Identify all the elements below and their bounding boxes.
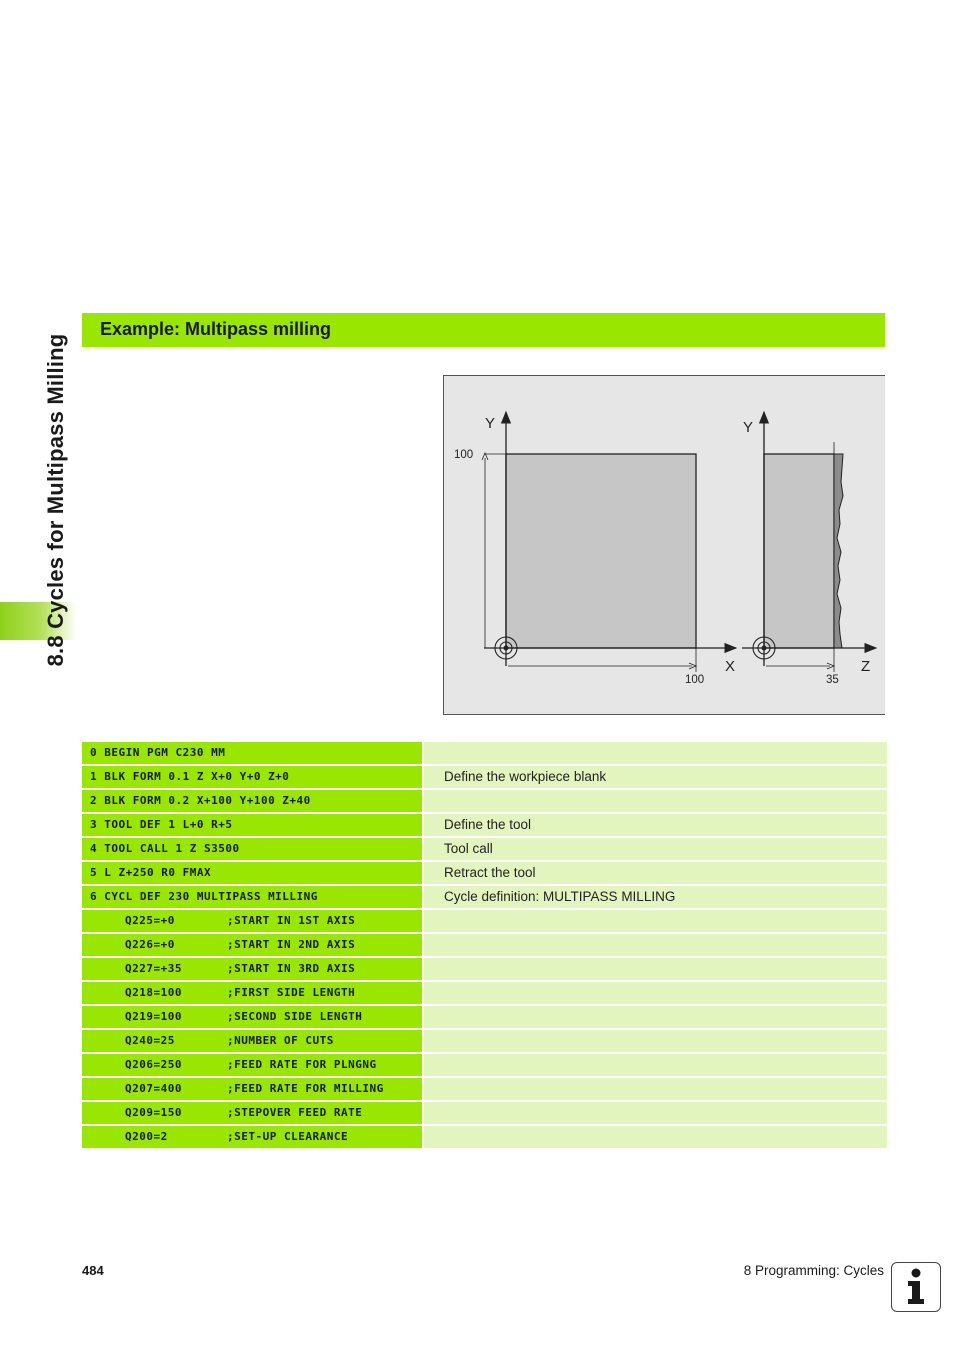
param-comment: ;START IN 2ND AXIS <box>227 938 356 951</box>
description-cell <box>424 790 887 812</box>
table-row <box>82 910 887 932</box>
y-axis-label-left: Y <box>485 415 496 432</box>
section-title: Example: Multipass milling <box>100 319 332 339</box>
nc-program-table <box>82 742 887 1150</box>
table-row <box>82 1126 887 1148</box>
table-row <box>82 886 887 908</box>
table-row <box>82 958 887 980</box>
table-row <box>82 742 887 764</box>
description-cell <box>424 958 887 980</box>
description-cell <box>424 934 887 956</box>
workpiece-xy-face <box>506 454 696 648</box>
z-dimension-right: 35 <box>826 674 839 686</box>
table-row <box>82 790 887 812</box>
chapter-footer: 8 Programming: Cycles <box>743 1263 884 1278</box>
param-name: Q226=+0 <box>125 938 175 951</box>
description-cell <box>424 982 887 1004</box>
param-name: Q206=250 <box>125 1058 182 1071</box>
nc-param-cell <box>82 958 422 980</box>
nc-param-cell <box>82 1054 422 1076</box>
nc-code-cell: 6 CYCL DEF 230 MULTIPASS MILLING <box>82 886 422 908</box>
chapter-side-title: 8.8 Cycles for Multipass Milling <box>43 333 68 667</box>
description-cell <box>424 1006 887 1028</box>
table-row <box>82 1006 887 1028</box>
table-row <box>82 766 887 788</box>
param-comment: ;START IN 3RD AXIS <box>227 962 356 975</box>
nc-code-cell: 0 BEGIN PGM C230 MM <box>82 742 422 764</box>
param-comment: ;STEPOVER FEED RATE <box>227 1106 363 1119</box>
page-number: 484 <box>82 1263 104 1278</box>
section-header <box>82 313 885 347</box>
param-comment: ;FIRST SIDE LENGTH <box>227 986 356 999</box>
param-name: Q209=150 <box>125 1106 182 1119</box>
param-name: Q219=100 <box>125 1010 182 1023</box>
nc-code-cell: 4 TOOL CALL 1 Z S3500 <box>82 838 422 860</box>
param-comment: ;FEED RATE FOR MILLING <box>227 1082 384 1095</box>
y-dimension-left: 100 <box>454 449 474 461</box>
param-name: Q227=+35 <box>125 962 182 975</box>
description-cell <box>424 1078 887 1100</box>
param-name: Q218=100 <box>125 986 182 999</box>
description-cell <box>424 1126 887 1148</box>
table-row <box>82 1030 887 1052</box>
table-row <box>82 862 887 884</box>
description-cell <box>424 1054 887 1076</box>
nc-code-cell: 5 L Z+250 R0 FMAX <box>82 862 422 884</box>
param-comment: ;SECOND SIDE LENGTH <box>227 1010 363 1023</box>
description-cell: Cycle definition: MULTIPASS MILLING <box>424 886 887 908</box>
description-cell <box>424 910 887 932</box>
table-row <box>82 814 887 836</box>
param-name: Q200=2 <box>125 1130 168 1143</box>
param-comment: ;SET-UP CLEARANCE <box>227 1130 349 1143</box>
param-name: Q225=+0 <box>125 914 175 927</box>
param-comment: ;FEED RATE FOR PLNGNG <box>227 1058 377 1071</box>
workpiece-yz-edge <box>834 454 843 648</box>
x-axis-label-left: X <box>725 658 736 675</box>
description-cell: Retract the tool <box>424 862 887 884</box>
nc-param-cell <box>82 910 422 932</box>
description-cell <box>424 742 887 764</box>
table-row <box>82 1102 887 1124</box>
nc-param-cell <box>82 1006 422 1028</box>
nc-param-cell <box>82 1030 422 1052</box>
x-dimension-left: 100 <box>685 674 705 686</box>
table-row <box>82 1054 887 1076</box>
nc-param-cell <box>82 1126 422 1148</box>
y-axis-label-right: Y <box>743 419 754 436</box>
description-cell <box>424 1102 887 1124</box>
param-comment: ;NUMBER OF CUTS <box>227 1034 334 1047</box>
nc-code-cell: 2 BLK FORM 0.2 X+100 Y+100 Z+40 <box>82 790 422 812</box>
nc-param-cell <box>82 982 422 1004</box>
param-name: Q240=25 <box>125 1034 175 1047</box>
info-icon[interactable] <box>891 1262 941 1312</box>
z-axis-label-right: Z <box>861 658 871 675</box>
table-row <box>82 838 887 860</box>
table-row <box>82 1078 887 1100</box>
param-name: Q207=400 <box>125 1082 182 1095</box>
description-cell <box>424 1030 887 1052</box>
table-row <box>82 934 887 956</box>
description-cell: Tool call <box>424 838 887 860</box>
nc-code-cell: 3 TOOL DEF 1 L+0 R+5 <box>82 814 422 836</box>
nc-param-cell <box>82 934 422 956</box>
nc-param-cell <box>82 1078 422 1100</box>
nc-code-cell: 1 BLK FORM 0.1 Z X+0 Y+0 Z+0 <box>82 766 422 788</box>
workpiece-drawing <box>443 375 885 715</box>
param-comment: ;START IN 1ST AXIS <box>227 914 356 927</box>
table-row <box>82 982 887 1004</box>
nc-param-cell <box>82 1102 422 1124</box>
workpiece-yz-face <box>764 454 834 648</box>
description-cell: Define the tool <box>424 814 887 836</box>
description-cell: Define the workpiece blank <box>424 766 887 788</box>
